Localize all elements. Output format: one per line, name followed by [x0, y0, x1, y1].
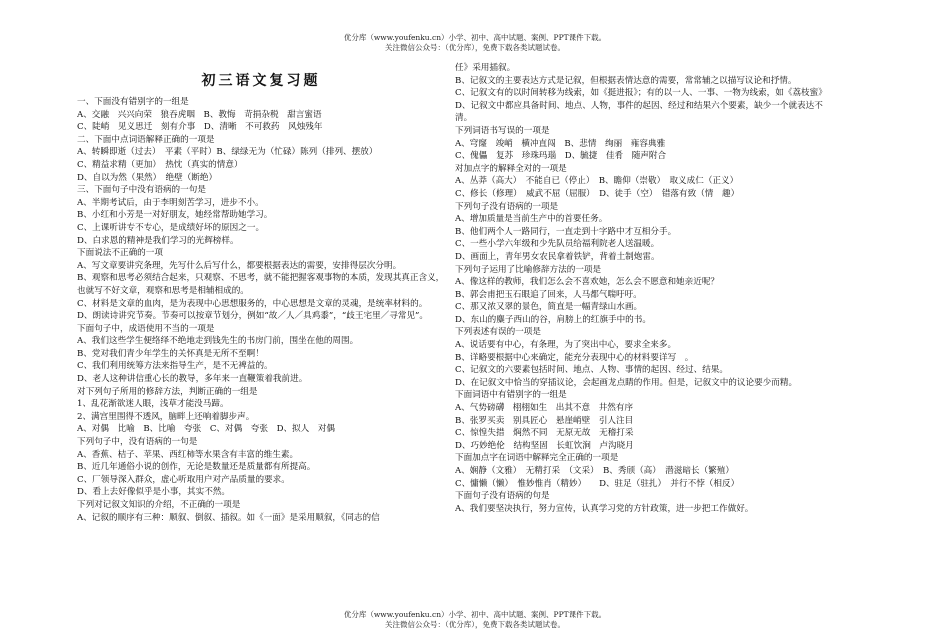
text-line: 下面句子没有语病的句是 — [455, 491, 550, 502]
text-line: D、老人这种讲信重心长的教导，多年来一直鞭策着我前进。 — [77, 374, 308, 385]
text-line: 任》采用插叙。 — [455, 63, 516, 73]
text-line: A、对偶 比喻 B、比喻 夸张 C、对偶 夸张 D、拟人 对偶 — [77, 424, 336, 435]
text-line: 下面说法不正确的一项 — [77, 248, 163, 259]
text-line: B、张罗买卖 别具匠心 悬崖峭壁 引人注目 — [455, 415, 634, 426]
text-line: B、党对我们青少年学生的关怀真是无所不至啊！ — [77, 348, 264, 359]
text-line: C、厂领导深入群众，虚心听取用户对产品质量的要求。 — [77, 474, 290, 485]
text-line: B、他们两个人一路同行，一直走到十字路中才互相分手。 — [455, 226, 677, 237]
text-line: C、那又浓又翠的景色，简直是一幅青绿山水画。 — [455, 302, 643, 313]
text-line: A、说话要有中心，有条理，为了突出中心，要求全来多。 — [455, 340, 677, 351]
text-line: D、白求恩的精神是我们学习的光辉榜样。 — [77, 235, 239, 246]
text-line: D、画面上，青年男女农民拿着铁铲，背着土制炮雷。 — [455, 251, 660, 262]
text-line: A、香蕉、桔子、苹果、西红柿等水果含有丰富的维生素。 — [77, 449, 299, 460]
text-line: 下列词语书写误的一项是 — [455, 125, 550, 136]
right-column-body — [455, 62, 837, 515]
text-line: B、观察和思考必须结合起来，只观察、不思考，就不能把握客观事物的本质，发现其真正含义，也就写不好文章，观察和思考是相辅相成的。 — [77, 273, 445, 296]
header-line-1: 优分库（www.youfenku.cn）小学、初中、高中试题、案例、PPT课件下载。 — [343, 33, 607, 42]
left-column — [77, 62, 445, 602]
page-header — [0, 33, 950, 52]
text-line: 下列对记叙文知识的介绍，不正确的一项是 — [77, 500, 241, 510]
right-column — [455, 62, 837, 602]
text-line: A、我们这些学生便络绎不绝地走到钱先生的书房门前，围坐在他的周围。 — [77, 336, 359, 347]
text-line: 下列句子运用了比喻修辞方法的一项是 — [455, 264, 602, 275]
text-line: A、转瞬即逝（过去） 平素（平时）B、绿绿无为（忙碌）陈列（排列、摆放） — [77, 147, 378, 158]
text-line: B、详略要根据中心来确定，能充分表现中心的材料要详写 。 — [455, 352, 694, 363]
text-line: C、慵懒（懒） 惟妙惟肖（精妙） D、驻足（驻扎） 并行不悖（相反） — [455, 478, 740, 489]
text-line: 下列句子没有语病的一项是 — [455, 201, 559, 212]
text-line: C、惊惶失措 焖然不同 无原无故 无稽打采 — [455, 428, 634, 439]
text-line: C、记叙文有的以时间转移为线索，如《挺进报》；有的以一人、一事、一物为线索，如《荔枝蜜》 — [455, 88, 827, 99]
text-line: D、记叙文中都应具备时间、地点、人物，事件的起因、经过和结果六个要素，缺少一个就表达不清。 — [455, 100, 823, 124]
text-line: 下面句子中，成语使用不当的一项是 — [77, 323, 215, 334]
text-line: B、近几年通俗小说的创作，无论是数量还是质量都有所提高。 — [77, 462, 316, 473]
page-footer — [0, 610, 950, 629]
text-line: 下面加点字在词语中解释完全正确的一项是 — [455, 453, 619, 464]
text-line: 2、满宫里围得不透风，脑畔上还响着脚步声。 — [77, 411, 255, 422]
text-line: 三、下面句子中没有语病的一句是 — [77, 185, 206, 196]
text-line: 二、下面中点词语解释正确的一项是 — [77, 134, 215, 145]
text-line: 1、乱花渐欲迷人眼，浅草才能没马蹄。 — [77, 399, 229, 410]
text-line: D、巧妙绝伦 结构坚固 长虹饮涧 卢沟晓月 — [455, 440, 634, 451]
text-line: A、写文章要讲究条理，先写什么后写什么，都要根据表达的需要，安排得层次分明。 — [77, 260, 402, 271]
text-line: 下面词语中有错别字的一组是 — [455, 390, 567, 401]
text-line: 对加点字的解释全对的一项是 — [455, 163, 567, 174]
text-line: D、在记叙文中恰当的穿插议论，会起画龙点睛的作用。但是，记叙文中的议论要少而精。 — [455, 377, 798, 388]
text-line: A、娴静（文雅） 无精打采 （文采） B、秀颀（高） 潜滋暗长（繁殖） — [455, 466, 734, 476]
text-line: 对下列句子所用的修辞方法，判断正确的一组是 — [77, 386, 258, 397]
text-line: A、增加质量是当前生产中的首要任务。 — [455, 214, 608, 225]
text-line: A、半期考试后，由于李明刻苦学习，进步不小。 — [77, 197, 264, 208]
text-line: D、看上去好像似乎是小事，其实不然。 — [77, 487, 230, 498]
text-line: C、陡峭 见义思迁 刻有介事 D、清晰 不可救药 风烛残年 — [77, 122, 323, 133]
text-line: A、记叙的顺序有三种：顺叙、倒叙、插叙。如《一面》是采用顺叙，《同志的信 — [77, 512, 380, 523]
header-line-2: 关注微信公众号：（优分库），免费下载各类试题试卷。 — [385, 42, 565, 52]
text-line: C、上课听讲专不专心，是成绩好坏的原因之一。 — [77, 222, 265, 233]
text-line: C、一些小学六年级和少先队员给福利院老人送温暖。 — [455, 239, 660, 250]
footer-line-2: 关注微信公众号：（优分库），免费下载各类试题试卷。 — [385, 619, 565, 629]
text-line: C、我们利用统筹方法来指导生产，是不无裨益的。 — [77, 361, 273, 372]
text-line: D、东山的麋子西山的谷，肩膀上的红旗手中的书。 — [455, 314, 651, 325]
text-line: C、修长（修理） 威武不屈（屈服） D、徒手（空） 错落有致（情 趣） — [455, 188, 740, 199]
text-line: B、小红和小芳是一对好朋友，她经常帮助她学习。 — [77, 210, 273, 221]
text-line: A、穹窿 竣峭 横冲直闯 B、悲情 绚丽 雍容典雅 — [455, 138, 666, 149]
text-line: A、我们要坚决执行，努力宣传，认真学习党的方针政策，进一步把工作做好。 — [455, 503, 754, 514]
text-line: B、郭会甫把玉石眼追了回来，人马都气喘吁吁。 — [455, 289, 642, 300]
text-line: 下列句子中，没有语病的一句是 — [77, 437, 198, 448]
text-line: C、材料是文章的血肉，是为表现中心思想服务的，中心思想是文章的灵魂，是统率材料的。 — [77, 298, 428, 309]
text-line: 下列表述有误的一项是 — [455, 327, 541, 338]
text-line: A、像这样的教师，我们怎么会不喜欢她，怎么会不愿意和她亲近呢？ — [455, 277, 720, 288]
left-column-body — [77, 96, 445, 524]
text-line: A、交融 兴兴向荣 狼吞虎咽 B、教悔 苛捐杂税 甜言蜜语 — [77, 109, 322, 120]
text-line: 一、下面没有错别字的一组是 — [77, 97, 189, 107]
text-line: D、朗读诗讲究节奏。节奏可以按章节划分，例如“故／人／具鸡黍”，“歧王宅里／寻常见”。 — [77, 311, 429, 322]
text-line: C、傀儡 复苏 珍珠玛瑙 D、毓捷 佳肴 随声附合 — [455, 151, 667, 162]
text-line: A、丛莽（高大） 不能自已（停止） B、瞻仰（崇敬） 取义成仁（正义） — [455, 176, 739, 187]
text-line: C、精益求精（更加） 热忱（真实的情意） — [77, 159, 243, 170]
page-title: 初三语文复习题 — [201, 73, 321, 89]
text-line: D、自以为然（果然） 绝壁（断绝） — [77, 172, 218, 183]
footer-line-1: 优分库（www.youfenku.cn）小学、初中、高中试题、案例、PPT课件下载。 — [343, 610, 607, 619]
text-line: A、气势磅礴 栩栩如生 出其不意 井然有序 — [455, 403, 634, 414]
text-line: B、记叙文的主要表达方式是记叙，但根据表情达意的需要，常常辅之以描写议论和抒情。 — [455, 75, 797, 86]
text-line: C、记叙文的六要素包括时间、地点、人物、事情的起因、经过、结果。 — [455, 365, 728, 376]
